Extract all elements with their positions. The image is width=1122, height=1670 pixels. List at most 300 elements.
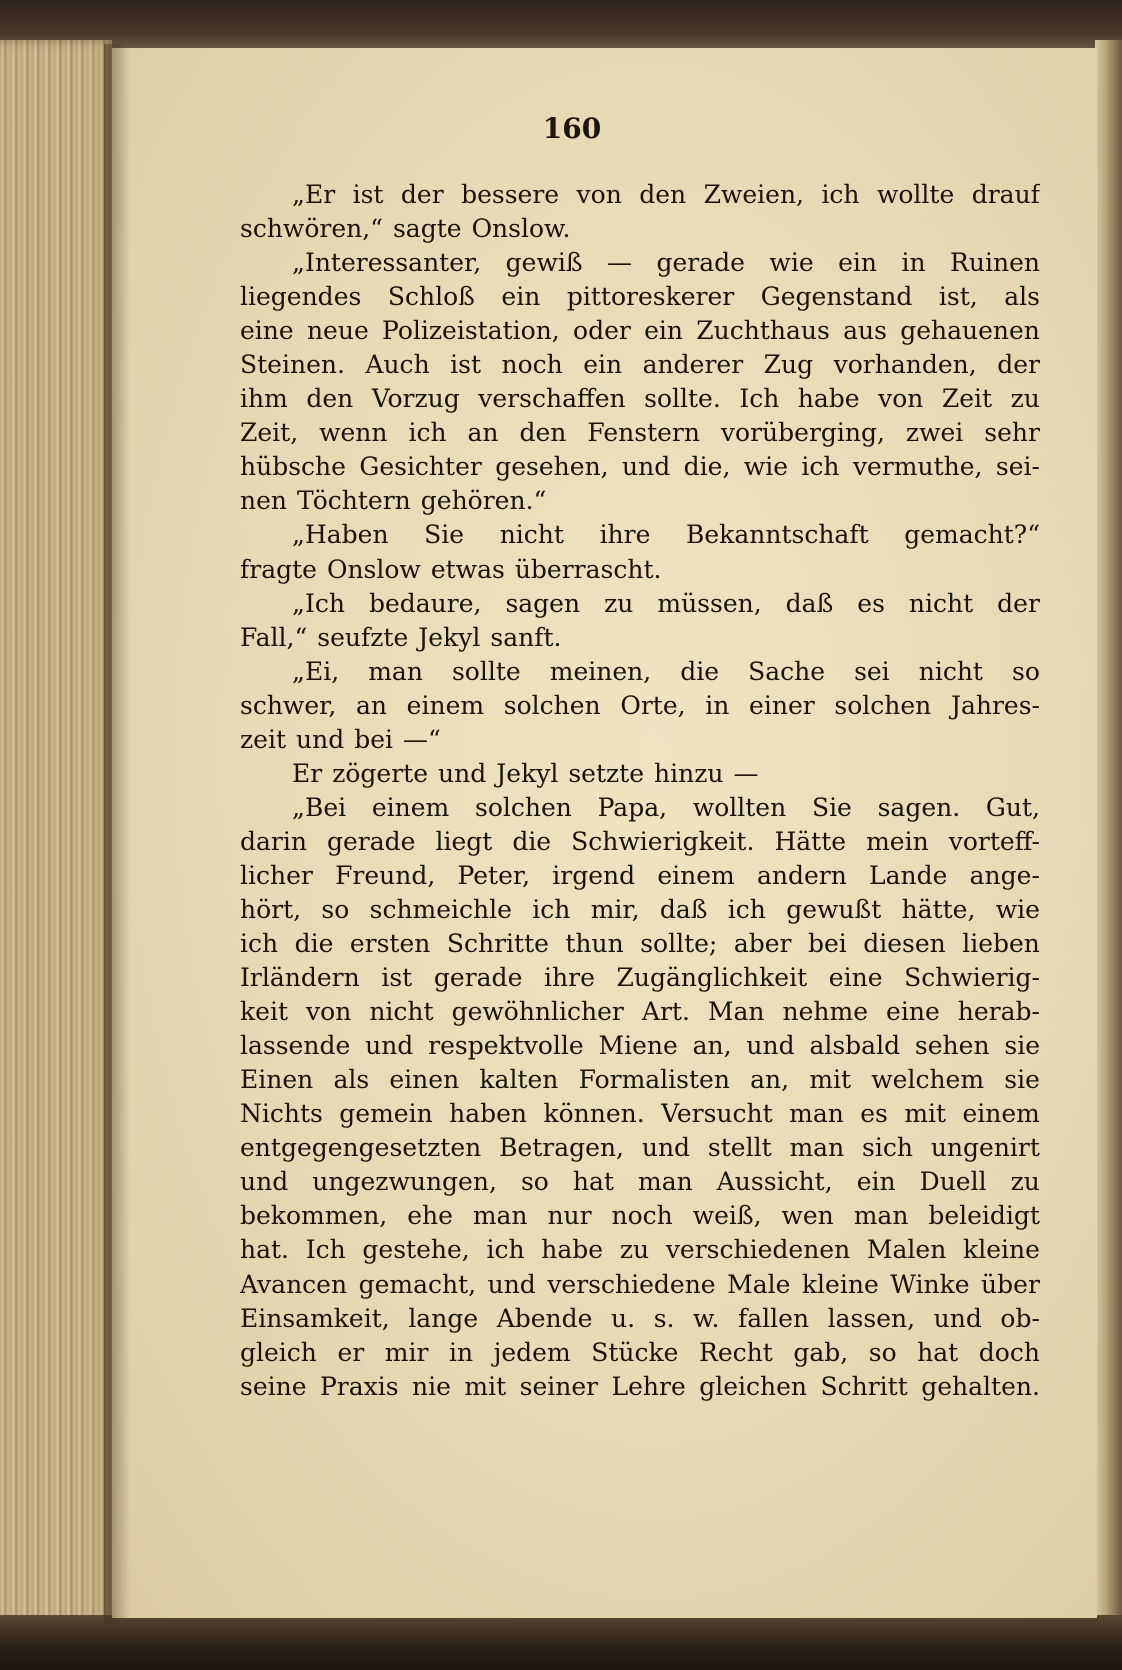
word: Bekanntschaft — [686, 520, 869, 550]
word: von — [306, 997, 352, 1027]
word: seiner — [519, 1371, 599, 1401]
word: Versucht — [661, 1099, 773, 1129]
word: gewiß — [505, 248, 583, 278]
word: Gegenstand — [760, 282, 913, 312]
word: — — [607, 248, 633, 278]
word: bedaure, — [368, 588, 482, 618]
text-line — [240, 825, 1040, 859]
word: bekommen, — [240, 1201, 388, 1231]
word: eine — [240, 316, 294, 346]
word: ich — [801, 452, 840, 482]
word: wie — [743, 452, 789, 482]
word: gemacht, — [358, 1269, 477, 1299]
word: welchem — [871, 1065, 985, 1095]
word: nicht — [918, 656, 983, 686]
word: Ruinen — [950, 248, 1040, 278]
word: man — [789, 1133, 845, 1163]
word: Stücke — [591, 1337, 679, 1367]
word: es — [857, 588, 885, 618]
word: man — [853, 1201, 909, 1231]
word: Zuchthaus — [696, 316, 830, 346]
word: Betragen, — [499, 1133, 624, 1163]
word: ungezwungen, — [312, 1167, 497, 1197]
word: in — [448, 1337, 474, 1367]
word: mir, — [590, 894, 640, 924]
word: der — [997, 350, 1040, 380]
word: vermuthe, — [852, 452, 983, 482]
word: die — [680, 656, 720, 686]
word: sagen. — [877, 792, 961, 822]
text-line — [240, 961, 1040, 995]
word: solchen — [475, 792, 572, 822]
word: gehauenen — [900, 316, 1040, 346]
text-line — [240, 587, 1040, 621]
word: Nichts — [240, 1099, 323, 1129]
word: noch — [611, 1201, 673, 1231]
word: ein — [583, 350, 623, 380]
word: darin — [240, 826, 307, 856]
word: zu — [1010, 1167, 1040, 1197]
word: Praxis — [319, 1371, 399, 1401]
word: die — [294, 929, 334, 959]
word: Lande — [869, 860, 948, 890]
word: nicht — [369, 997, 434, 1027]
text-line — [240, 1336, 1040, 1370]
word: nur — [547, 1201, 592, 1231]
word: „Bei — [292, 792, 347, 822]
word: doch — [978, 1337, 1040, 1367]
word: ich — [240, 929, 279, 959]
word: habe — [541, 1235, 604, 1265]
word: gab, — [793, 1337, 849, 1367]
word: hat — [572, 1167, 614, 1197]
word: und — [240, 1167, 289, 1197]
word: ein — [501, 282, 541, 312]
word: einer — [749, 690, 815, 720]
word: verschaffen — [478, 384, 626, 414]
word: zeit — [240, 724, 287, 754]
word: und — [365, 1031, 414, 1061]
word: entgegengesetzten — [240, 1133, 482, 1163]
word: und — [487, 1269, 536, 1299]
word: man — [789, 1099, 844, 1129]
word: hört, — [240, 894, 302, 924]
word: man — [368, 656, 423, 686]
word: licher — [240, 860, 313, 890]
word: s. — [653, 1303, 675, 1333]
text-line — [240, 280, 1040, 314]
word: hat — [917, 1337, 959, 1367]
word: drauf — [971, 180, 1040, 209]
word: fallen — [738, 1303, 810, 1333]
word: den — [306, 384, 354, 414]
word: der — [400, 180, 444, 209]
word: Formalisten — [578, 1065, 730, 1095]
word: sanft. — [490, 622, 562, 652]
word: können. — [543, 1099, 645, 1129]
word: wie — [995, 894, 1040, 924]
text-line — [240, 1029, 1040, 1063]
text-line — [240, 859, 1040, 893]
page-text-block — [240, 178, 1040, 1404]
word: in — [901, 248, 926, 278]
word: beleidigt — [928, 1201, 1040, 1231]
text-line — [240, 723, 1040, 757]
word: Orte, — [620, 690, 686, 720]
word: mein — [866, 826, 929, 856]
word: einem — [371, 792, 450, 822]
word: sagte — [392, 214, 462, 244]
word: an, — [692, 1031, 732, 1061]
word: und — [622, 452, 671, 482]
word: ich — [821, 180, 860, 209]
text-line — [240, 791, 1040, 825]
word: ist, — [938, 282, 978, 312]
word: über — [981, 1269, 1040, 1299]
word: kalten — [479, 1065, 559, 1095]
word: respektvolle — [428, 1031, 584, 1061]
book-spine-page-edges — [0, 40, 112, 1630]
word: — — [733, 758, 759, 788]
word: und — [296, 724, 345, 754]
word: Recht — [699, 1337, 773, 1367]
word: der — [997, 588, 1040, 618]
word: sei- — [995, 452, 1040, 482]
word: hätte, — [901, 894, 976, 924]
word: Papa, — [597, 792, 668, 822]
word: und — [641, 1133, 691, 1163]
word: Zugänglichkeit — [616, 963, 808, 993]
word: „Ei, — [292, 656, 340, 686]
book-page — [112, 48, 1097, 1618]
page-number: 160 — [542, 112, 602, 145]
text-line — [240, 553, 1040, 587]
word: und — [746, 1031, 795, 1061]
book-right-edge — [1095, 40, 1122, 1630]
word: gerade — [433, 963, 523, 993]
word: einen — [389, 1065, 460, 1095]
word: Schritte — [446, 929, 549, 959]
word: die, — [683, 452, 731, 482]
word: gewöhnlicher — [451, 997, 624, 1027]
word: thun — [565, 929, 624, 959]
word: daß — [785, 588, 834, 618]
word: daß — [659, 894, 708, 924]
word: einem — [406, 690, 485, 720]
word: weiß, — [692, 1201, 762, 1231]
text-line — [240, 995, 1040, 1029]
word: Einen — [240, 1065, 314, 1095]
word: Gut, — [985, 792, 1040, 822]
word: mit — [904, 1099, 947, 1129]
word: —“ — [403, 724, 441, 754]
word: Abende — [496, 1303, 593, 1333]
word: so — [520, 1167, 549, 1197]
word: schwer, — [240, 690, 337, 720]
word: Jahres- — [950, 690, 1040, 720]
word: vorteff- — [948, 826, 1040, 856]
word: an — [355, 690, 387, 720]
text-line — [240, 518, 1040, 552]
word: Fall,“ — [240, 622, 308, 652]
word: als — [1004, 282, 1040, 312]
word: schwören,“ — [240, 214, 383, 244]
word: gerade — [326, 826, 416, 856]
word: lassende — [240, 1031, 351, 1061]
word: an, — [750, 1065, 790, 1095]
word: sie — [1004, 1031, 1040, 1061]
text-line — [240, 757, 1040, 791]
word: einem — [962, 1099, 1040, 1129]
word: u. — [611, 1303, 636, 1333]
word: solchen — [503, 690, 601, 720]
word: vorüberging, — [720, 418, 885, 448]
word: ehe — [407, 1201, 453, 1231]
word: Onslow. — [471, 214, 571, 244]
word: haben — [449, 1099, 528, 1129]
word: Jekyl — [496, 758, 559, 788]
text-line — [240, 1097, 1040, 1131]
word: Freund, — [335, 860, 436, 890]
word: so — [321, 894, 350, 924]
word: gehören.“ — [420, 486, 547, 516]
word: von — [878, 384, 924, 414]
word: Zeit, — [240, 418, 299, 448]
word: sollte. — [644, 384, 721, 414]
word: Zeit — [941, 384, 993, 414]
word: sollte — [451, 656, 521, 686]
word: ist — [450, 350, 482, 380]
word: seufzte — [317, 622, 409, 652]
word: ich — [532, 894, 571, 924]
word: habe — [797, 384, 860, 414]
word: den — [639, 180, 687, 209]
text-line — [240, 655, 1040, 689]
word: ist — [352, 180, 384, 209]
word: sollte; — [640, 929, 718, 959]
word: verschiedene — [547, 1269, 716, 1299]
book-top-edge — [0, 0, 1122, 48]
word: irgend — [552, 860, 636, 890]
word: „Haben — [292, 520, 389, 550]
text-line — [240, 1199, 1040, 1233]
word: ihre — [544, 963, 595, 993]
word: ich — [486, 1235, 525, 1265]
word: Schritt — [820, 1371, 908, 1401]
word: noch — [501, 350, 563, 380]
word: Schwierig- — [904, 963, 1040, 993]
word: gesehen, — [495, 452, 609, 482]
word: zu — [604, 588, 634, 618]
text-line — [240, 212, 1040, 246]
word: etwas — [430, 554, 505, 584]
text-line — [240, 484, 1040, 518]
word: Avancen — [240, 1269, 348, 1299]
word: bessere — [461, 180, 560, 209]
word: zu — [619, 1235, 650, 1265]
word: bei — [807, 929, 847, 959]
book-bottom-edge — [0, 1615, 1122, 1670]
word: verschiedenen — [665, 1235, 851, 1265]
word: ersten — [349, 929, 431, 959]
word: als — [333, 1065, 370, 1095]
text-line — [240, 246, 1040, 280]
word: mir — [384, 1337, 429, 1367]
word: herab- — [957, 997, 1040, 1027]
word: Art. — [641, 997, 690, 1027]
word: Polizeistation, — [382, 316, 560, 346]
word: überrascht. — [514, 554, 662, 584]
word: zwei — [905, 418, 964, 448]
word: kleine — [801, 1269, 879, 1299]
word: so — [1012, 656, 1040, 686]
word: Winke — [890, 1269, 970, 1299]
word: von — [576, 180, 622, 209]
word: gleich — [240, 1337, 317, 1367]
word: ungenirt — [930, 1133, 1040, 1163]
word: aber — [733, 929, 792, 959]
word: Man — [707, 997, 765, 1027]
word: Steinen. — [240, 350, 345, 380]
word: nicht — [908, 588, 974, 618]
word: zu — [1010, 384, 1040, 414]
word: schmeichle — [369, 894, 512, 924]
word: Vorzug — [371, 384, 460, 414]
word: Aussicht, — [716, 1167, 833, 1197]
word: nehme — [782, 997, 869, 1027]
word: sei — [854, 656, 890, 686]
word: „Ich — [292, 588, 345, 618]
word: Miene — [598, 1031, 678, 1061]
text-line — [240, 1233, 1040, 1267]
word: gerade — [656, 248, 745, 278]
word: und — [933, 1303, 982, 1333]
word: fragte — [240, 554, 317, 584]
word: „Interessanter, — [292, 248, 482, 278]
word: an — [467, 418, 499, 448]
word: „Er — [292, 180, 336, 209]
word: Malen — [866, 1235, 947, 1265]
word: lassen, — [827, 1303, 916, 1333]
word: ich — [727, 894, 766, 924]
word: ein — [856, 1167, 896, 1197]
word: sehen — [914, 1031, 990, 1061]
word: Auch — [365, 350, 430, 380]
word: zögerte — [332, 758, 429, 788]
word: Male — [727, 1269, 791, 1299]
word: aus — [843, 316, 887, 346]
word: w. — [693, 1303, 720, 1333]
word: solchen — [834, 690, 932, 720]
word: Duell — [919, 1167, 987, 1197]
word: sich — [862, 1133, 913, 1163]
word: wie — [769, 248, 814, 278]
word: sehr — [984, 418, 1040, 448]
word: müssen, — [657, 588, 762, 618]
word: Zweien, — [703, 180, 804, 209]
text-line — [240, 927, 1040, 961]
word: hat. — [240, 1235, 289, 1265]
word: meinen, — [549, 656, 652, 686]
text-line — [240, 621, 1040, 655]
word: gestehe, — [362, 1235, 470, 1265]
word: einem — [657, 860, 735, 890]
word: Hätte — [774, 826, 847, 856]
word: Peter, — [457, 860, 531, 890]
word: bei — [354, 724, 394, 754]
word: liegt — [435, 826, 493, 856]
text-line — [240, 1302, 1040, 1336]
word: pittoreskerer — [566, 282, 735, 312]
word: ihre — [599, 520, 651, 550]
word: ein — [644, 316, 683, 346]
word: sagen — [505, 588, 581, 618]
word: Sache — [748, 656, 826, 686]
word: Fenstern — [587, 418, 700, 448]
word: Ich — [739, 384, 780, 414]
text-line — [240, 416, 1040, 450]
word: hübsche — [240, 452, 346, 482]
text-line — [240, 1131, 1040, 1165]
word: alsbald — [809, 1031, 901, 1061]
word: Einsamkeit, — [240, 1303, 390, 1333]
word: die — [512, 826, 552, 856]
word: vorhanden, — [833, 350, 977, 380]
word: wenn — [319, 418, 388, 448]
word: nen — [240, 486, 287, 516]
word: ist — [381, 963, 413, 993]
word: gemacht?“ — [904, 520, 1040, 550]
word: eine — [828, 963, 883, 993]
word: Irländern — [240, 963, 360, 993]
word: lange — [408, 1303, 479, 1333]
word: hinzu — [654, 758, 724, 788]
word: man — [472, 1201, 528, 1231]
word: Jekyl — [418, 622, 481, 652]
word: in — [705, 690, 730, 720]
word: Töchtern — [297, 486, 411, 516]
text-line — [240, 1165, 1040, 1199]
word: gewußt — [786, 894, 882, 924]
word: kleine — [963, 1235, 1040, 1265]
word: Schloß — [387, 282, 475, 312]
word: neue — [306, 316, 369, 346]
word: Onslow — [326, 554, 421, 584]
word: Sie — [424, 520, 465, 550]
word: ein — [838, 248, 877, 278]
text-line — [240, 1268, 1040, 1302]
word: nie — [412, 1371, 451, 1401]
word: wollte — [876, 180, 955, 209]
word: wollten — [692, 792, 787, 822]
word: ange- — [969, 860, 1040, 890]
text-line — [240, 178, 1040, 212]
word: Zug — [763, 350, 814, 380]
word: ich — [408, 418, 447, 448]
word: Ich — [305, 1235, 346, 1265]
text-line — [240, 689, 1040, 723]
word: anderer — [642, 350, 744, 380]
text-line — [240, 1370, 1040, 1404]
word: andern — [756, 860, 847, 890]
spine-shadow — [104, 44, 130, 1624]
word: mit — [464, 1371, 507, 1401]
word: eine — [886, 997, 940, 1027]
word: Gesichter — [359, 452, 482, 482]
word: Sie — [811, 792, 852, 822]
word: gemein — [339, 1099, 433, 1129]
word: den — [519, 418, 567, 448]
